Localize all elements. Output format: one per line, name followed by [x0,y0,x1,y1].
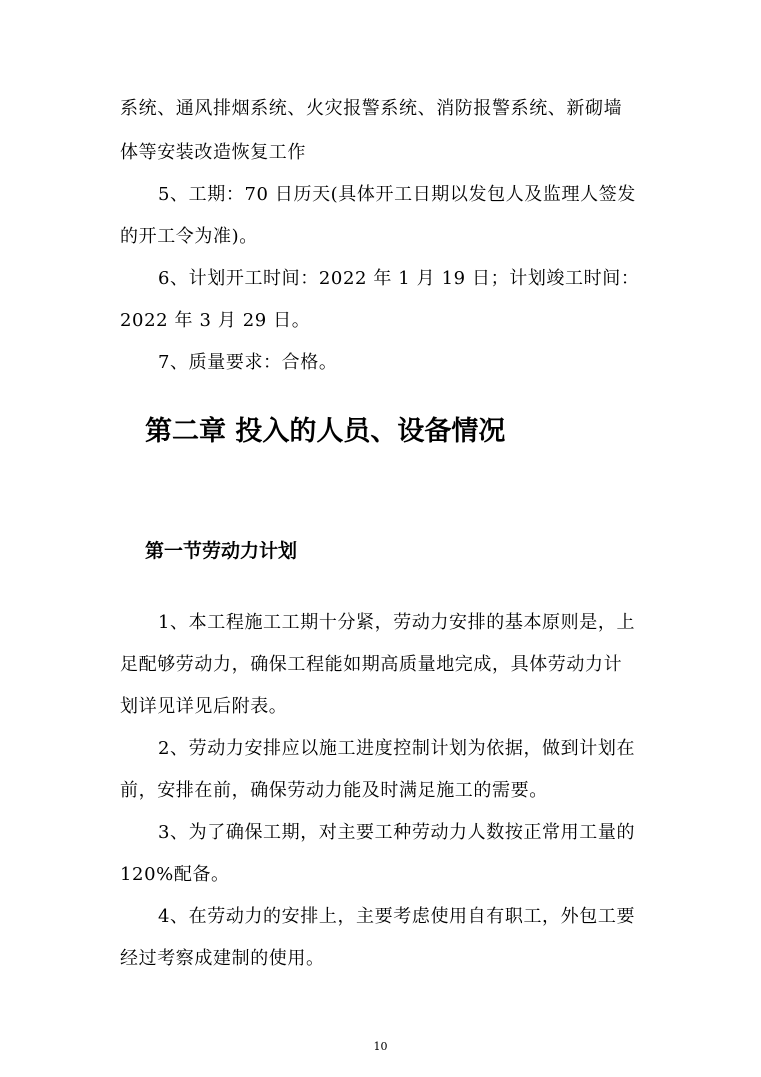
chapter-title: 第二章 投入的人员、设备情况 [145,416,506,447]
text-line: 3、为了确保工期，对主要工种劳动力人数按正常用工量的 [158,822,636,843]
text-line: 足配够劳动力，确保工程能如期高质量地完成，具体劳动力计 [120,654,623,675]
text-line: 2022 年 3 月 29 日。 [120,310,311,331]
text-line: 5、工期：70 日历天(具体开工日期以发包人及监理人签发 [158,184,636,205]
text-line: 1、本工程施工工期十分紧，劳动力安排的基本原则是，上 [158,612,636,633]
page-number: 10 [373,1040,388,1053]
text-line: 7、质量要求：合格。 [158,352,338,373]
text-line: 体等安装改造恢复工作 [120,142,306,163]
text-line: 的开工令为准)。 [120,226,258,247]
text-line: 经过考察成建制的使用。 [120,948,325,969]
section-title: 第一节劳动力计划 [145,540,298,562]
text-line: 120%配备。 [120,864,230,885]
text-line: 划详见详见后附表。 [120,696,288,717]
text-line: 2、劳动力安排应以施工进度控制计划为依据，做到计划在 [158,738,636,759]
text-line: 6、计划开工时间：2022 年 1 月 19 日；计划竣工时间： [158,268,640,289]
text-line: 前，安排在前，确保劳动力能及时满足施工的需要。 [120,780,548,801]
text-line: 系统、通风排烟系统、火灾报警系统、消防报警系统、新砌墙 [120,98,623,119]
text-line: 4、在劳动力的安排上，主要考虑使用自有职工，外包工要 [158,906,636,927]
